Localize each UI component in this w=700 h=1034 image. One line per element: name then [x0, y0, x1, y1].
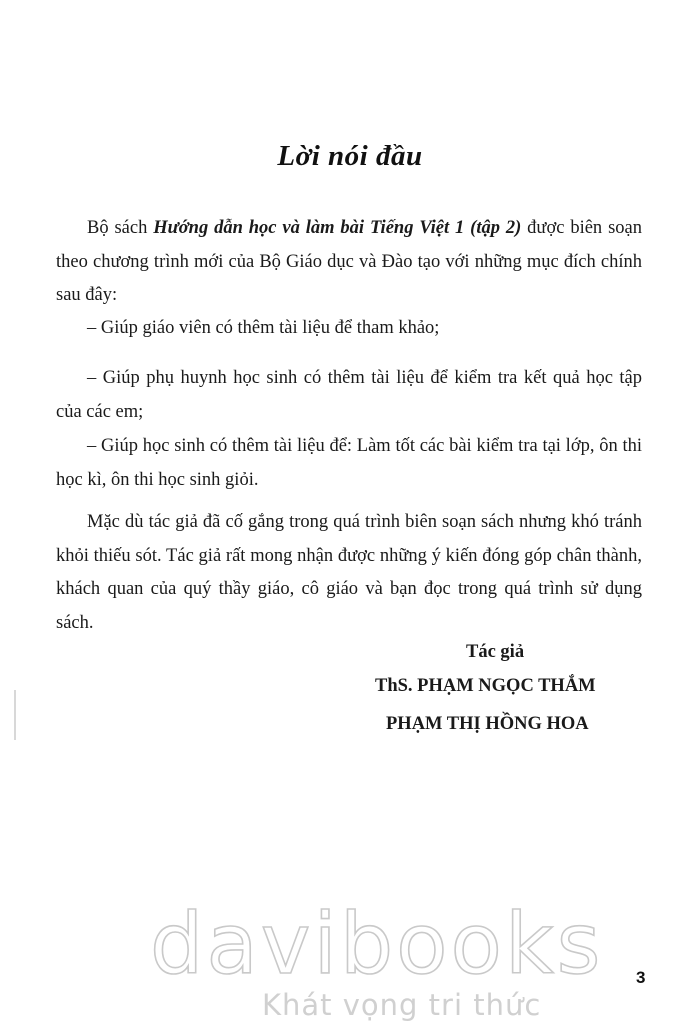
signature-author-1: ThS. PHẠM NGỌC THẮM	[375, 676, 596, 696]
purpose-item-3	[56, 430, 642, 511]
intro-lead: Bộ sách	[87, 218, 154, 238]
closing-paragraph	[56, 506, 642, 654]
purpose-text-1: – Giúp giáo viên có thêm tài liệu để tham khảo;	[87, 318, 440, 338]
intro-rest: được biên soạn theo chương trình mới của Bộ Giáo dục và Đào tạo với những mục đích chính sau đây:	[56, 218, 642, 305]
watermark-tagline: Khát vọng tri thức	[262, 988, 542, 1022]
signature-role: Tác giả	[466, 642, 525, 662]
purpose-text-2: – Giúp phụ huynh học sinh có thêm tài liệu để kiểm tra kết quả học tập của các em;	[56, 368, 642, 422]
page-number: 3	[636, 968, 646, 987]
closing-text: Mặc dù tác giả đã cố gắng trong quá trình biên soạn sách nhưng khó tránh khỏi thiếu sót. Tác giả rất mong nhận được những ý kiến đóng góp chân thành, khách quan của quý thầy giáo, cô giáo và bạn đọc trong quá trình sử dụng sách.	[56, 512, 642, 633]
page-title: Lời nói đầu	[277, 140, 423, 172]
purpose-text-3: – Giúp học sinh có thêm tài liệu để: Làm tốt các bài kiểm tra tại lớp, ôn thi học kì, ôn thi học sinh giỏi.	[56, 436, 642, 490]
watermark-logo: davibooks	[150, 895, 604, 993]
page-edge-shadow	[14, 690, 16, 740]
intro-paragraph	[56, 212, 642, 327]
purpose-item-1	[56, 312, 642, 360]
signature-author-2: PHẠM THỊ HỒNG HOA	[386, 714, 589, 734]
book-title: Hướng dẫn học và làm bài Tiếng Việt 1 (tập 2)	[153, 218, 522, 238]
